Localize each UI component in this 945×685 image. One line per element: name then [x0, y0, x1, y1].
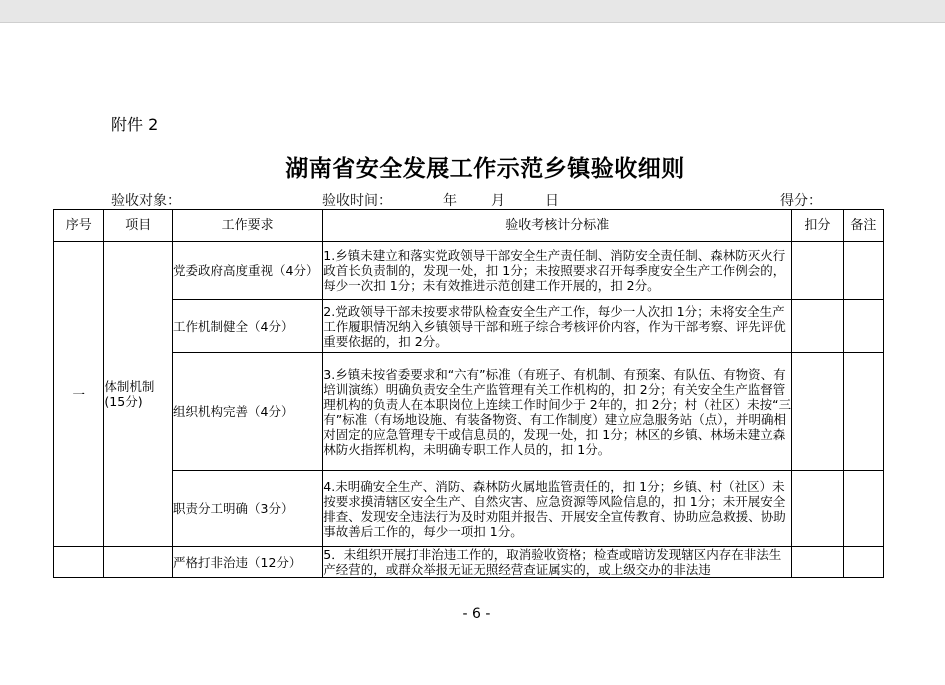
- standard-cell: [323, 547, 792, 578]
- column-header-item: 项目: [104, 210, 173, 242]
- column-header-number: 序号: [54, 210, 104, 242]
- day-label: 日: [545, 193, 559, 209]
- remarks-cell: [843, 242, 883, 300]
- deduction-cell: [792, 471, 843, 547]
- table-row: [54, 353, 884, 471]
- table-row: [54, 242, 884, 300]
- page-number: - 6 -: [462, 606, 491, 622]
- inspection-target-label: 验收对象：: [111, 193, 181, 209]
- viewer-top-bar: [0, 0, 945, 23]
- remarks-cell: [843, 471, 883, 547]
- table-header-row: [54, 210, 884, 242]
- remarks-cell: [843, 300, 883, 353]
- column-header-remarks: 备注: [843, 210, 883, 242]
- attachment-label: 附件 2: [111, 115, 159, 134]
- remarks-cell: [843, 547, 883, 578]
- requirement-cell: 工作机制健全（4分）: [173, 300, 323, 353]
- remarks-cell: [843, 353, 883, 471]
- standard-cell: 1.乡镇未建立和落实党政领导干部安全生产责任制、消防安全责任制、森林防灭火行政首长负责制的，发现一处，扣 1分；未按照要求召开每季度安全生产工作例会的，每少一次扣 1分；未有效推进示范创建工作开展的，扣 2分。: [323, 242, 792, 300]
- table-row: [54, 300, 884, 353]
- deduction-cell: [792, 353, 843, 471]
- requirement-cell: 职责分工明确（3分）: [173, 471, 323, 547]
- month-label: 月: [491, 193, 505, 209]
- standard-cell: 2.党政领导干部未按要求带队检查安全生产工作，每少一人次扣 1分；未将安全生产工作履职情况纳入乡镇领导干部和班子综合考核评价内容，作为干部考察、评先评优重要依据的，扣 2分。: [323, 300, 792, 353]
- year-label: 年: [443, 193, 457, 209]
- requirement-cell: 组织机构完善（4分）: [173, 353, 323, 471]
- section-number: 一: [54, 242, 104, 547]
- standard-cell: 3.乡镇未按省委要求和“六有”标准（有班子、有机制、有预案、有队伍、有物资、有培训演练）明确负责安全生产监管理有关工作机构的，扣 2分；有关安全生产监督管理机构的负责人在本职岗位上连续工作时间少于 2年的，扣 2分；村（社区）未按“三有”标准（有场地设施、有装备物资、有工作制度）建立应急服务站（点），并明确相对固定的应急管理专干或信息员的，发现一处，扣 1分；林区的乡镇、林场未建立森林防火指挥机构，未明确专职工作人员的，扣 1分。: [323, 353, 792, 471]
- column-header-requirement: 工作要求: [173, 210, 323, 242]
- acceptance-criteria-table: [53, 209, 884, 578]
- section-item: 体制机制(15分): [104, 242, 173, 547]
- standard-text: 5．未组织开展打非治违工作的，取消验收资格；检查或暗访发现辖区内存在非法生产经营的，或群众举报无证无照经营查证属实的，或上级交办的非法违: [323, 547, 782, 577]
- requirement-cell: 严格打非治违（12分）: [173, 547, 323, 578]
- section-number-cell: [54, 547, 104, 578]
- requirement-cell: 党委政府高度重视（4分）: [173, 242, 323, 300]
- section-item-cell: [104, 547, 173, 578]
- deduction-cell: [792, 242, 843, 300]
- table-row: [54, 547, 884, 578]
- table-row: [54, 471, 884, 547]
- document-title: 湖南省安全发展工作示范乡镇验收细则: [285, 156, 685, 182]
- deduction-cell: [792, 547, 843, 578]
- standard-cell: 4.未明确安全生产、消防、森林防火属地监管责任的，扣 1分；乡镇、村（社区）未按要求摸清辖区安全生产、自然灾害、应急资源等风险信息的，扣 1分；未开展安全排查、发现安全违法行为及时劝阻并报告、开展安全宣传教育、协助应急救援、协助事故善后工作的，每少一项扣 1分。: [323, 471, 792, 547]
- inspection-time-label: 验收时间：: [322, 193, 392, 209]
- column-header-standard: 验收考核计分标准: [323, 210, 792, 242]
- column-header-deduction: 扣分: [792, 210, 843, 242]
- score-label: 得分：: [780, 193, 822, 209]
- deduction-cell: [792, 300, 843, 353]
